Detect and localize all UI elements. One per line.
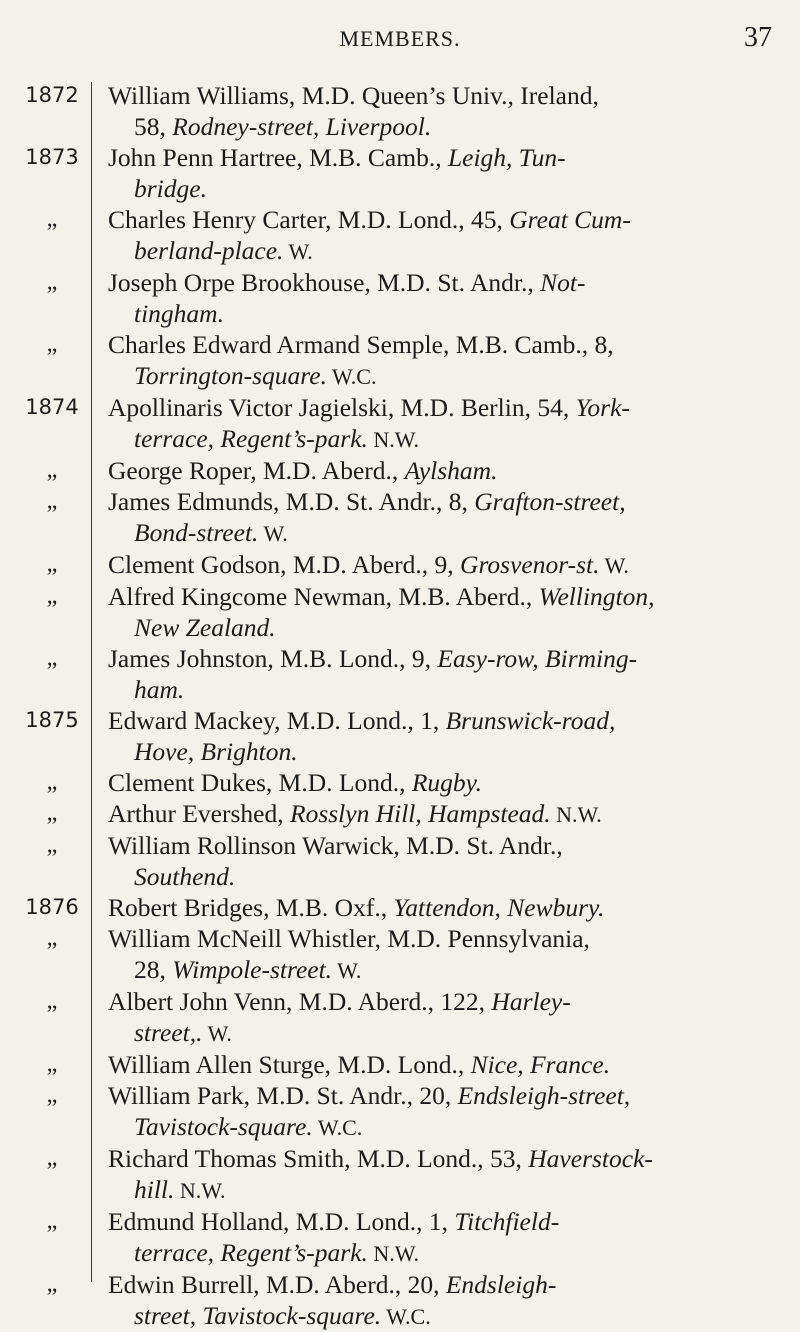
election-year: „ [46, 488, 58, 514]
election-year: „ [46, 583, 58, 609]
address: terrace, Regent’s-park. [134, 424, 368, 453]
address: Brunswick-road, [445, 706, 616, 735]
member-text [108, 581, 780, 643]
member-details: George Roper, M.D. Aberd., [108, 456, 405, 485]
member-entry [0, 204, 800, 267]
address: Easy-row, Birming- [437, 644, 638, 673]
address: Rodney-street, Liverpool. [172, 112, 432, 141]
member-details: Charles Edward Armand Semple, M.B. Camb., 8, [108, 330, 614, 359]
member-details: Robert Bridges, M.B. Oxf., [108, 893, 394, 922]
member-details: William Park, M.D. St. Andr., 20, [108, 1081, 458, 1110]
entry-line-continued [108, 1174, 780, 1206]
member-entry [0, 643, 800, 705]
member-details: Clement Dukes, M.D. Lond., [108, 768, 412, 797]
postal-district: W. [332, 958, 362, 983]
address: Titchfield- [454, 1207, 560, 1236]
member-entry [0, 1143, 800, 1206]
member-entry [0, 892, 800, 923]
member-text [108, 705, 780, 767]
member-entry [0, 1049, 800, 1080]
member-entry [0, 767, 800, 798]
member-details: Charles Henry Carter, M.D. Lond., 45, [108, 205, 510, 234]
postal-district: W.C. [312, 1115, 363, 1140]
member-text [108, 830, 780, 892]
member-entry [0, 1269, 800, 1332]
entry-line [108, 582, 655, 611]
member-details: Edmund Holland, M.D. Lond., 1, [108, 1207, 455, 1236]
entry-line [108, 1050, 610, 1079]
address: street,. [134, 1018, 203, 1047]
entry-line [108, 893, 604, 922]
member-details: Arthur Evershed, [108, 799, 290, 828]
entry-line-continued [108, 736, 780, 767]
entry-line [108, 706, 615, 735]
entry-line-continued [108, 423, 780, 455]
member-entry [0, 455, 800, 486]
address: terrace, Regent’s-park. [134, 1238, 368, 1267]
member-text [108, 892, 780, 923]
entry-line [108, 550, 629, 579]
member-text [108, 204, 780, 267]
member-entry [0, 142, 800, 204]
entry-line [108, 205, 631, 234]
entry-line-continued [108, 235, 780, 267]
election-year: „ [46, 988, 58, 1014]
page-header [0, 22, 800, 56]
member-text [108, 267, 780, 329]
member-text [108, 1080, 780, 1143]
entry-line [108, 1207, 559, 1236]
address: Haverstock- [528, 1144, 653, 1173]
postal-district: N.W. [367, 1241, 420, 1266]
member-text [108, 142, 780, 204]
election-year: „ [46, 1051, 58, 1077]
postal-district: N.W. [550, 802, 602, 827]
address: Bond-street. [134, 518, 259, 547]
postal-district: W.C. [326, 364, 377, 389]
member-text [108, 798, 780, 830]
address: York- [575, 393, 630, 422]
entry-line [108, 987, 571, 1016]
address: Leigh, Tun- [447, 143, 566, 172]
election-year: „ [46, 206, 58, 232]
election-year: „ [46, 769, 58, 795]
entry-line-continued [108, 674, 780, 705]
entry-line [108, 768, 482, 797]
entry-line-continued [108, 954, 780, 986]
member-details: Clement Godson, M.D. Aberd., 9, [108, 550, 461, 579]
member-text [108, 1206, 780, 1269]
member-text [108, 329, 780, 392]
member-details: 58, [134, 112, 173, 141]
address: hill. [134, 1175, 175, 1204]
member-text [108, 986, 780, 1049]
address: Wimpole-street. [172, 955, 333, 984]
member-entry [0, 549, 800, 581]
address: Harley- [491, 987, 571, 1016]
entry-line [108, 456, 497, 485]
member-details: James Johnston, M.B. Lond., 9, [108, 644, 438, 673]
entry-line [108, 81, 599, 110]
member-details: John Penn Hartree, M.B. Camb., [108, 143, 448, 172]
address: Grosvenor-st. [460, 550, 600, 579]
entry-line-continued [108, 360, 780, 392]
member-entry [0, 1080, 800, 1143]
address: Not- [540, 268, 586, 297]
election-year: „ [46, 1082, 58, 1108]
election-year: „ [46, 800, 58, 826]
page-number: 37 [744, 22, 772, 53]
address: New Zealand. [134, 613, 276, 642]
address: Great Cum- [509, 205, 631, 234]
postal-district: N.W. [174, 1178, 226, 1203]
entry-line-continued [108, 1017, 780, 1049]
member-entry [0, 705, 800, 767]
member-details: Edwin Burrell, M.D. Aberd., 20, [108, 1270, 446, 1299]
member-details: Alfred Kingcome Newman, M.B. Aberd., [108, 582, 539, 611]
member-details: William McNeill Whistler, M.D. Pennsylvania, [108, 924, 590, 953]
member-entry [0, 1206, 800, 1269]
address: Rosslyn Hill, Hampstead. [290, 799, 551, 828]
entry-line-continued [108, 612, 780, 643]
entry-line [108, 799, 602, 828]
address: Endsleigh-street, [457, 1081, 631, 1110]
election-year: „ [46, 269, 58, 295]
election-year: „ [46, 457, 58, 483]
postal-district: W. [202, 1021, 232, 1046]
member-details: William Rollinson Warwick, M.D. St. Andr., [108, 831, 563, 860]
member-details: Edward Mackey, M.D. Lond., 1, [108, 706, 446, 735]
election-year: 1873 [25, 145, 79, 169]
member-entry [0, 329, 800, 392]
election-year: „ [46, 331, 58, 357]
entry-line [108, 1081, 630, 1110]
member-list [0, 80, 800, 1332]
entry-line-continued [108, 1300, 780, 1332]
entry-line-continued [108, 1111, 780, 1143]
entry-line [108, 831, 563, 860]
member-text [108, 80, 780, 142]
entry-line [108, 924, 590, 953]
member-details: William Williams, M.D. Queen’s Univ., Ireland, [108, 81, 599, 110]
election-year: „ [46, 925, 58, 951]
member-entry [0, 798, 800, 830]
entry-line [108, 487, 626, 516]
address: ham. [134, 675, 185, 704]
postal-district: W. [258, 521, 288, 546]
address: Southend. [134, 862, 236, 891]
member-details: William Allen Sturge, M.D. Lond., [108, 1050, 471, 1079]
member-entry [0, 986, 800, 1049]
member-text [108, 549, 780, 581]
address: Grafton-street, [474, 487, 626, 516]
member-entry [0, 581, 800, 643]
address: Tavistock-square. [134, 1112, 313, 1141]
postal-district: N.W. [367, 427, 420, 452]
member-details: 28, [134, 955, 173, 984]
member-text [108, 486, 780, 549]
address: berland-place. [134, 236, 284, 265]
entry-line [108, 330, 614, 359]
postal-district: W.C. [381, 1304, 431, 1329]
election-year: 1876 [25, 895, 79, 919]
running-title: MEMBERS. [339, 26, 461, 51]
address: Torrington-square. [134, 361, 327, 390]
entry-line [108, 268, 585, 297]
member-text [108, 643, 780, 705]
member-entry [0, 267, 800, 329]
member-entry [0, 80, 800, 142]
entry-line-continued [108, 861, 780, 892]
member-entry [0, 830, 800, 892]
entry-line [108, 1144, 653, 1173]
member-text [108, 1269, 780, 1332]
entry-line [108, 644, 637, 673]
entry-line-continued [108, 1237, 780, 1269]
member-text [108, 1143, 780, 1206]
election-year: „ [46, 1271, 58, 1297]
address: Rugby. [411, 768, 482, 797]
member-text [108, 455, 780, 486]
election-year: 1875 [25, 708, 79, 732]
postal-district: W. [599, 553, 629, 578]
postal-district: W. [283, 239, 313, 264]
member-details: Joseph Orpe Brookhouse, M.D. St. Andr., [108, 268, 541, 297]
member-text [108, 392, 780, 455]
entry-line [108, 143, 566, 172]
entry-line [108, 1270, 556, 1299]
member-text [108, 767, 780, 798]
election-year: 1874 [25, 395, 79, 419]
entry-line-continued [108, 111, 780, 142]
address: Hove, Brighton. [134, 737, 298, 766]
entry-line-continued [108, 517, 780, 549]
member-details: James Edmunds, M.D. St. Andr., 8, [108, 487, 475, 516]
election-year: „ [46, 551, 58, 577]
address: Endsleigh- [445, 1270, 557, 1299]
member-details: Richard Thomas Smith, M.D. Lond., 53, [108, 1144, 529, 1173]
entry-line [108, 393, 630, 422]
member-text [108, 1049, 780, 1080]
election-year: „ [46, 1208, 58, 1234]
member-entry [0, 486, 800, 549]
address: bridge. [134, 174, 207, 203]
address: Yattendon, Newbury. [393, 893, 605, 922]
entry-line-continued [108, 298, 780, 329]
entry-line-continued [108, 173, 780, 204]
member-entry [0, 923, 800, 986]
member-details: Apollinaris Victor Jagielski, M.D. Berlin, 54, [108, 393, 576, 422]
election-year: „ [46, 832, 58, 858]
election-year: „ [46, 1145, 58, 1171]
address: Aylsham. [404, 456, 498, 485]
member-details: Albert John Venn, M.D. Aberd., 122, [108, 987, 492, 1016]
election-year: „ [46, 645, 58, 671]
address: street, Tavistock-square. [134, 1301, 382, 1330]
address: Wellington, [538, 582, 655, 611]
election-year: 1872 [25, 83, 79, 107]
member-text [108, 923, 780, 986]
address: Nice, France. [470, 1050, 611, 1079]
address: tingham. [134, 299, 224, 328]
member-entry [0, 392, 800, 455]
